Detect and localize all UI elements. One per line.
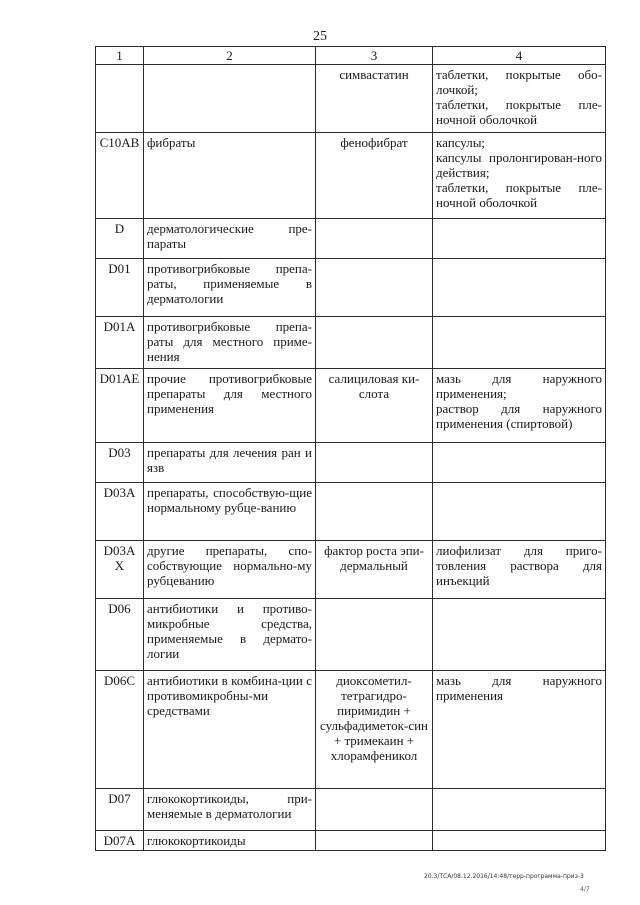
substance-cell: [316, 483, 433, 541]
dosage-form-cell: [433, 65, 606, 133]
group-name-cell: другие препараты, спо-собствующие нормально-му рубцеванию: [144, 541, 316, 599]
dosage-form-cell: [433, 317, 606, 369]
dosage-form-cell: [433, 219, 606, 259]
atc-code-cell: D07A: [96, 831, 144, 851]
table-row: [96, 219, 606, 259]
atc-code-cell: D07: [96, 789, 144, 831]
table-row: [96, 259, 606, 317]
footer-file-note: 20.3/ТСА/08.12.2016/14:48/терр-программа-приз-3: [424, 873, 584, 880]
column-header: 2: [144, 47, 316, 65]
table-row: [96, 483, 606, 541]
substance-cell: [316, 317, 433, 369]
group-name-cell: противогрибковые препа-раты для местного приме-нения: [144, 317, 316, 369]
substance-cell: салициловая ки-слота: [316, 369, 433, 443]
atc-code-cell: D03AX: [96, 541, 144, 599]
substance-cell: [316, 219, 433, 259]
group-name-cell: глюкокортикоиды: [144, 831, 316, 851]
table-row: [96, 369, 606, 443]
substance-cell: [316, 599, 433, 671]
dosage-form-cell: [433, 831, 606, 851]
dosage-form-item: таблетки, покрытые пле-ночной оболочкой: [436, 97, 602, 127]
table-row: [96, 831, 606, 851]
table-body: [96, 65, 606, 851]
substance-cell: фенофибрат: [316, 133, 433, 219]
atc-code-cell: C10AB: [96, 133, 144, 219]
dosage-form-cell: [433, 541, 606, 599]
dosage-form-item: лиофилизат для приго-товления раствора для инъекций: [436, 543, 602, 588]
dosage-form-item: капсулы пролонгирован-ного действия;: [436, 150, 602, 180]
substance-cell: диоксометил-тетрагидро-пиримидин + сульфадиметок-син + тримекаин + хлорамфеникол: [316, 671, 433, 789]
dosage-form-cell: [433, 133, 606, 219]
atc-code-cell: D: [96, 219, 144, 259]
atc-code-cell: D03A: [96, 483, 144, 541]
atc-code-cell: D01A: [96, 317, 144, 369]
dosage-form-cell: [433, 671, 606, 789]
atc-code-cell: D01: [96, 259, 144, 317]
table-row: [96, 671, 606, 789]
column-header: 3: [316, 47, 433, 65]
group-name-cell: антибиотики в комбина-ции с противомикробны-ми средствами: [144, 671, 316, 789]
column-header: 4: [433, 47, 606, 65]
dosage-form-item: мазь для наружного применения: [436, 673, 602, 703]
atc-code-cell: [96, 65, 144, 133]
dosage-form-cell: [433, 443, 606, 483]
substance-cell: [316, 831, 433, 851]
dosage-form-item: раствор для наружного применения (спиртовой): [436, 401, 602, 431]
table-row: [96, 541, 606, 599]
substance-cell: [316, 443, 433, 483]
substance-cell: симвастатин: [316, 65, 433, 133]
table-row: [96, 789, 606, 831]
table-row: [96, 317, 606, 369]
page-number: 25: [313, 29, 327, 44]
group-name-cell: фибраты: [144, 133, 316, 219]
table-row: [96, 133, 606, 219]
column-header: 1: [96, 47, 144, 65]
atc-code-cell: D01AE: [96, 369, 144, 443]
table-row: [96, 443, 606, 483]
substance-cell: [316, 259, 433, 317]
group-name-cell: прочие противогрибковые препараты для местного применения: [144, 369, 316, 443]
substance-cell: фактор роста эпи-дермальный: [316, 541, 433, 599]
dosage-form-cell: [433, 369, 606, 443]
group-name-cell: глюкокортикоиды, при-меняемые в дерматологии: [144, 789, 316, 831]
dosage-form-item: мазь для наружного применения;: [436, 371, 602, 401]
table-row: [96, 599, 606, 671]
dosage-form-cell: [433, 259, 606, 317]
group-name-cell: [144, 65, 316, 133]
atc-code-cell: D06: [96, 599, 144, 671]
footer-page-mark: 4/7: [580, 886, 590, 893]
group-name-cell: противогрибковые препа-раты, применяемые в дерматологии: [144, 259, 316, 317]
table-row: [96, 65, 606, 133]
table-header-row: [96, 47, 606, 65]
group-name-cell: дерматологические пре-параты: [144, 219, 316, 259]
dosage-form-item: таблетки, покрытые пле-ночной оболочкой: [436, 180, 602, 210]
dosage-form-item: капсулы;: [436, 135, 486, 150]
group-name-cell: препараты для лечения ран и язв: [144, 443, 316, 483]
group-name-cell: антибиотики и противо-микробные средства, применяемые в дермато-логии: [144, 599, 316, 671]
drug-list-table: [95, 46, 606, 851]
dosage-form-item: таблетки, покрытые обо-лочкой;: [436, 67, 602, 97]
dosage-form-cell: [433, 789, 606, 831]
atc-code-cell: D06C: [96, 671, 144, 789]
group-name-cell: препараты, способствую-щие нормальному рубце-ванию: [144, 483, 316, 541]
dosage-form-cell: [433, 599, 606, 671]
atc-code-cell: D03: [96, 443, 144, 483]
dosage-form-cell: [433, 483, 606, 541]
substance-cell: [316, 789, 433, 831]
